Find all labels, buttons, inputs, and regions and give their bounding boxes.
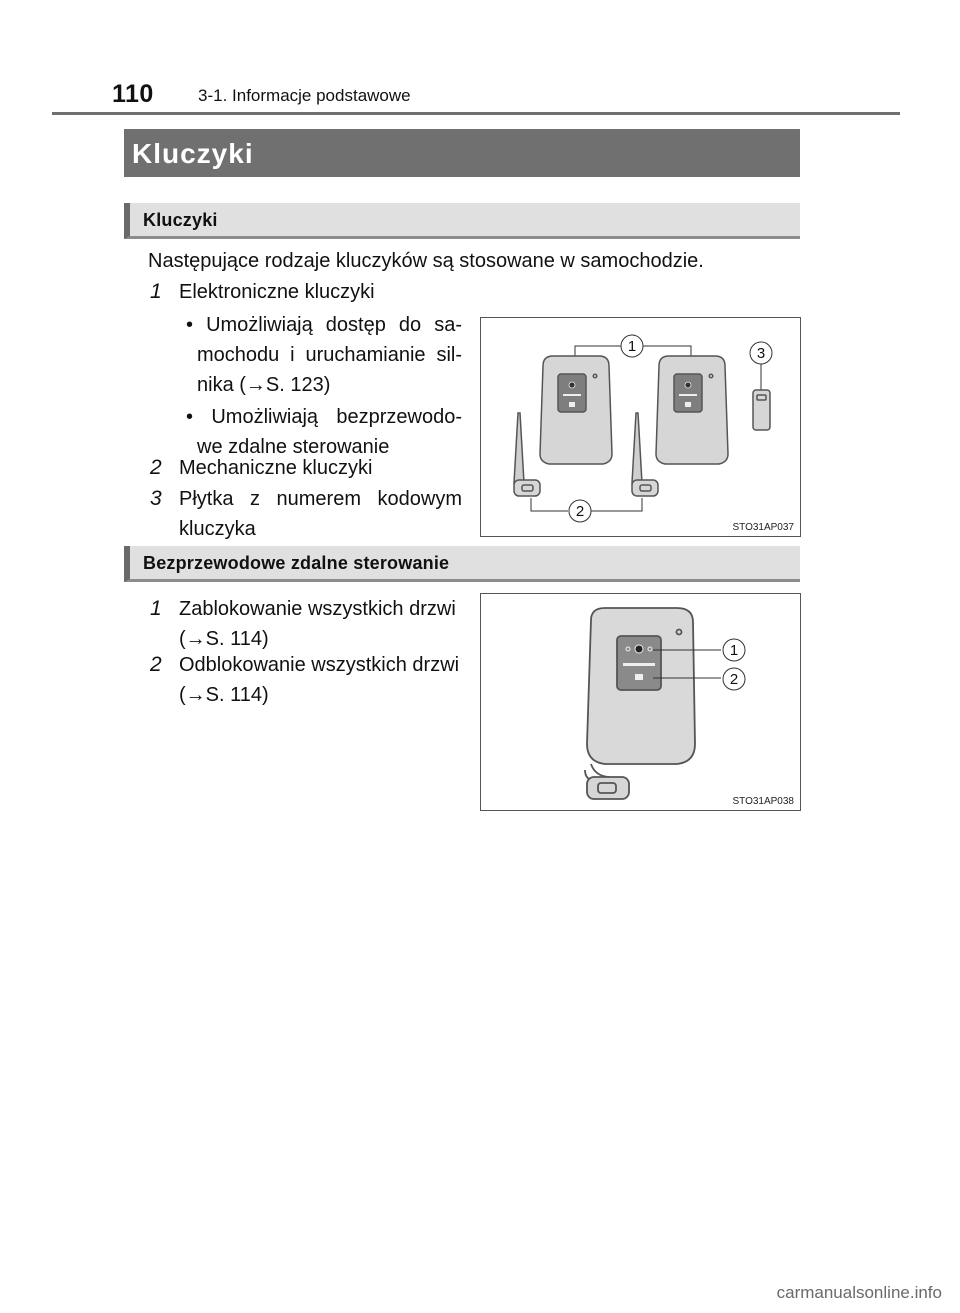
item-label-line: Odblokowanie wszystkich drzwi	[179, 654, 460, 676]
section-heading-remote: Bezprzewodowe zdalne sterowanie	[124, 546, 800, 582]
item-label-line: kluczyka	[179, 518, 256, 540]
callout-2-line	[591, 498, 642, 511]
keys-figure	[480, 317, 801, 537]
smart-key	[585, 608, 695, 799]
footer-watermark: carmanualsonline.info	[776, 1283, 942, 1302]
bullet-dot: •	[186, 406, 212, 428]
section-reference: 3-1. Informacje podstawowe	[198, 86, 411, 105]
bullet-dot: •	[186, 314, 207, 336]
bullet-text: Umożliwiają dostęp do sa-	[206, 314, 462, 336]
item-label-line: (→S. 114)	[179, 684, 269, 706]
bullet-line	[186, 310, 462, 340]
keys-illustration	[481, 318, 800, 536]
item-number: 1	[150, 280, 162, 303]
bullet-line: nika (→S. 123)	[197, 374, 331, 396]
item-number: 2	[150, 456, 162, 479]
header-divider	[52, 112, 900, 115]
remote-figure	[480, 593, 801, 811]
item-number: 2	[150, 653, 162, 676]
bullet-text: Umożliwiają bezprzewodo-	[211, 406, 462, 428]
callout-1-label: 1	[729, 642, 739, 659]
smart-key-left	[514, 356, 612, 496]
item-label	[179, 594, 456, 654]
figure-code: STO31AP038	[732, 796, 794, 807]
intro-text: Następujące rodzaje kluczyków są stosowane w samochodzie.	[148, 250, 704, 272]
bullet-list-item	[186, 310, 462, 400]
section-heading-keys: Kluczyki	[124, 203, 800, 239]
bullet-line	[186, 402, 462, 432]
page-number: 110	[112, 80, 154, 108]
item-label	[179, 484, 462, 544]
callout-1-label: 1	[627, 338, 637, 355]
item-label-line: Płytka z numerem kodowym	[179, 488, 462, 510]
callout-3-label: 3	[756, 345, 766, 362]
bullet-line: we zdalne sterowanie	[197, 436, 390, 458]
figure-code: STO31AP037	[732, 522, 794, 533]
item-number: 1	[150, 597, 162, 620]
item-label-line: Zablokowanie wszystkich drzwi	[179, 598, 456, 620]
remote-illustration	[481, 594, 800, 810]
item-number: 3	[150, 487, 162, 510]
page-title: Kluczyki	[124, 129, 800, 177]
smart-key-right	[632, 356, 728, 496]
item-label-line: (→S. 114)	[179, 628, 269, 650]
item-label: Mechaniczne kluczyki	[179, 457, 373, 479]
callout-2-label: 2	[575, 503, 585, 520]
item-label	[179, 650, 459, 710]
bullet-line: mochodu i uruchamianie sil-	[197, 344, 462, 366]
callout-2-label: 2	[729, 671, 739, 688]
callout-2-line	[531, 498, 568, 511]
key-number-plate	[753, 390, 770, 430]
item-label: Elektroniczne kluczyki	[179, 281, 375, 303]
